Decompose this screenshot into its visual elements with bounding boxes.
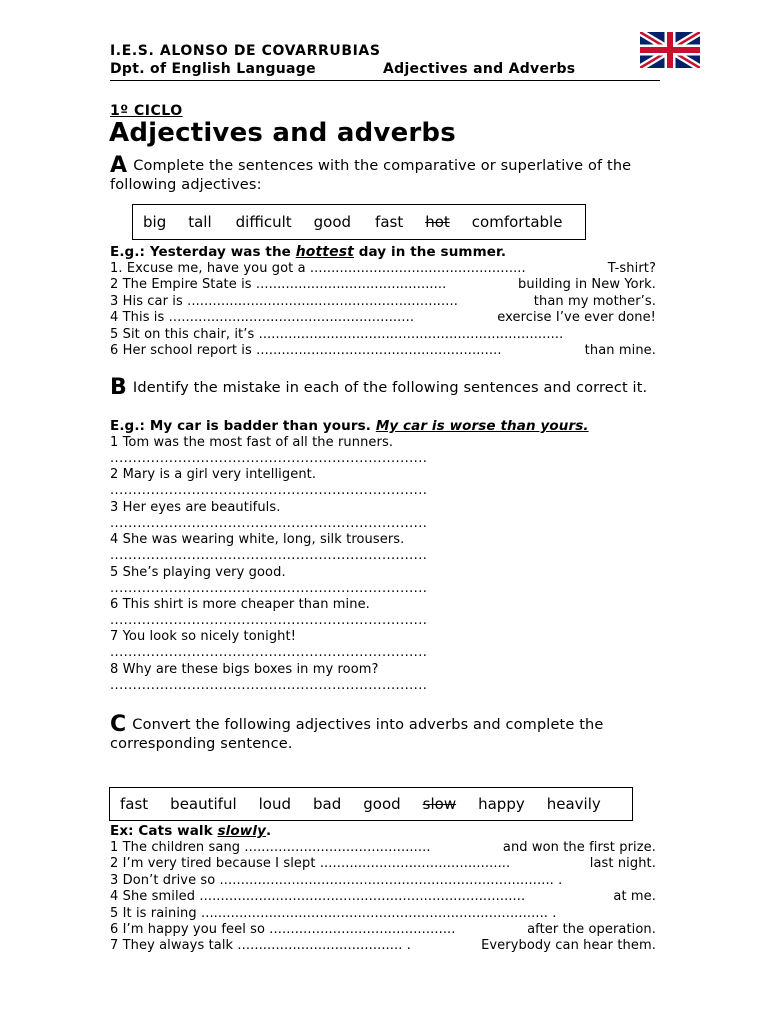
section-a-text: Complete the sentences with the comparative or superlative of the following adjectives: — [110, 158, 632, 193]
item-text: 2 The Empire State is ............................................. — [110, 277, 447, 293]
answer-line[interactable]: ...................................................................... — [110, 515, 428, 531]
example-suffix: day in the summer. — [353, 244, 507, 260]
answer-line[interactable]: ...................................................................... — [110, 677, 428, 693]
mistake-sentence: 3 Her eyes are beautifuls. — [110, 499, 281, 515]
mistake-sentence: 7 You look so nicely tonight! — [110, 629, 297, 645]
section-a-example — [110, 244, 506, 260]
exercise-item — [110, 327, 656, 343]
section-c-letter: C — [110, 712, 127, 737]
section-a-word-box — [132, 204, 586, 240]
header-divider — [110, 80, 660, 81]
section-c-text: Convert the following adjectives into adverbs and complete the corresponding sentence. — [110, 717, 604, 752]
item-text: 3 Don’t drive so ............................................................................... . — [110, 872, 563, 888]
answer-line[interactable]: ...................................................................... — [110, 483, 428, 499]
example-answer: slowly — [217, 823, 266, 839]
example-prefix: Ex: Cats walk — [110, 823, 218, 839]
word-option: bad — [313, 795, 342, 813]
answer-line[interactable]: ...................................................................... — [110, 645, 428, 661]
mistake-sentence: 5 She’s playing very good. — [110, 564, 286, 580]
exercise-item — [110, 889, 656, 905]
item-text: 3 His car is ................................................................ — [110, 293, 458, 309]
item-ending: at me. — [613, 889, 656, 905]
school-name: I.E.S. ALONSO DE COVARRUBIAS — [110, 43, 381, 59]
section-b-instruction — [110, 375, 670, 400]
item-text: 5 It is raining .................................................................................. . — [110, 905, 557, 921]
word-option: happy — [478, 795, 525, 813]
item-ending: than my mother’s. — [533, 293, 656, 309]
word-option: loud — [258, 795, 291, 813]
department-name: Dpt. of English Language — [110, 61, 316, 77]
example-prefix: E.g.: My car is badder than yours. — [110, 418, 376, 434]
example-answer: My car is worse than yours. — [375, 418, 589, 434]
exercise-item — [110, 310, 656, 326]
exercise-item — [110, 938, 656, 954]
item-text: 6 Her school report is .......................................................... — [110, 343, 502, 358]
word-option: difficult — [235, 213, 292, 231]
section-a-letter: A — [110, 153, 128, 178]
worksheet-topic: Adjectives and Adverbs — [383, 61, 576, 77]
answer-line[interactable]: ...................................................................... — [110, 548, 428, 564]
word-option: fast — [120, 795, 149, 813]
item-ending: T-shirt? — [607, 261, 656, 276]
example-suffix: . — [265, 823, 272, 839]
item-text: 1. Excuse me, have you got a ................................................... — [110, 261, 526, 276]
exercise-item — [110, 840, 656, 856]
header — [110, 42, 660, 78]
answer-line[interactable]: ...................................................................... — [110, 613, 428, 628]
item-ending: and won the first prize. — [502, 840, 656, 855]
mistake-sentence: 6 This shirt is more cheaper than mine. — [110, 597, 370, 612]
word-option: good — [313, 213, 352, 231]
item-ending: after the operation. — [527, 922, 656, 937]
section-b-text: Identify the mistake in each of the following sentences and correct it. — [132, 380, 648, 396]
word-option: big — [143, 213, 167, 231]
item-text: 4 She smiled ............................................................................. — [110, 889, 526, 905]
level-label: 1º CICLO — [110, 103, 183, 119]
exercise-item — [110, 294, 656, 310]
uk-flag-icon — [640, 32, 700, 68]
word-option: heavily — [546, 795, 601, 813]
word-option: good — [363, 795, 401, 813]
exercise-item — [110, 856, 656, 872]
example-answer: hottest — [295, 244, 354, 260]
answer-line[interactable]: ...................................................................... — [110, 451, 428, 466]
mistake-sentence: 8 Why are these bigs boxes in my room? — [110, 661, 379, 677]
section-c-instruction — [110, 712, 670, 754]
item-text: 5 Sit on this chair, it’s ........................................................................ — [110, 326, 564, 342]
item-text: 7 They always talk ....................................... . — [110, 938, 411, 954]
department-row — [110, 60, 660, 78]
item-text: 1 The children sang ............................................ — [110, 840, 431, 855]
word-option: fast — [375, 213, 404, 231]
exercise-item — [110, 277, 656, 293]
item-text: 2 I’m very tired because I slept ............................................. — [110, 856, 511, 872]
item-ending: last night. — [589, 856, 656, 872]
section-a-instruction — [110, 153, 670, 195]
example-prefix: E.g.: Yesterday was the — [110, 244, 296, 260]
exercise-item — [110, 906, 656, 922]
word-option: slow — [422, 795, 457, 813]
exercise-item — [110, 343, 656, 359]
word-option: comfortable — [471, 213, 563, 231]
item-ending: than mine. — [584, 343, 656, 358]
section-c-example — [110, 823, 271, 839]
item-ending: building in New York. — [518, 277, 656, 293]
answer-line[interactable]: ...................................................................... — [110, 580, 428, 596]
exercise-item — [110, 261, 656, 277]
item-text: 4 This is .......................................................... — [110, 310, 415, 326]
section-b-letter: B — [110, 375, 127, 400]
item-text: 6 I’m happy you feel so ............................................ — [110, 922, 456, 937]
section-b-example — [110, 418, 589, 434]
exercise-item — [110, 922, 656, 938]
exercise-item — [110, 873, 656, 889]
item-ending: exercise I’ve ever done! — [497, 310, 656, 326]
page-title: Adjectives and adverbs — [109, 118, 456, 148]
mistake-sentence: 2 Mary is a girl very intelligent. — [110, 467, 317, 483]
item-ending: Everybody can hear them. — [481, 938, 656, 954]
word-option: hot — [425, 213, 450, 231]
mistake-sentence: 1 Tom was the most fast of all the runners. — [110, 435, 394, 450]
word-option: tall — [188, 213, 212, 231]
mistake-sentence: 4 She was wearing white, long, silk trousers. — [110, 532, 405, 548]
section-c-word-box — [109, 787, 633, 821]
word-option: beautiful — [170, 795, 237, 813]
